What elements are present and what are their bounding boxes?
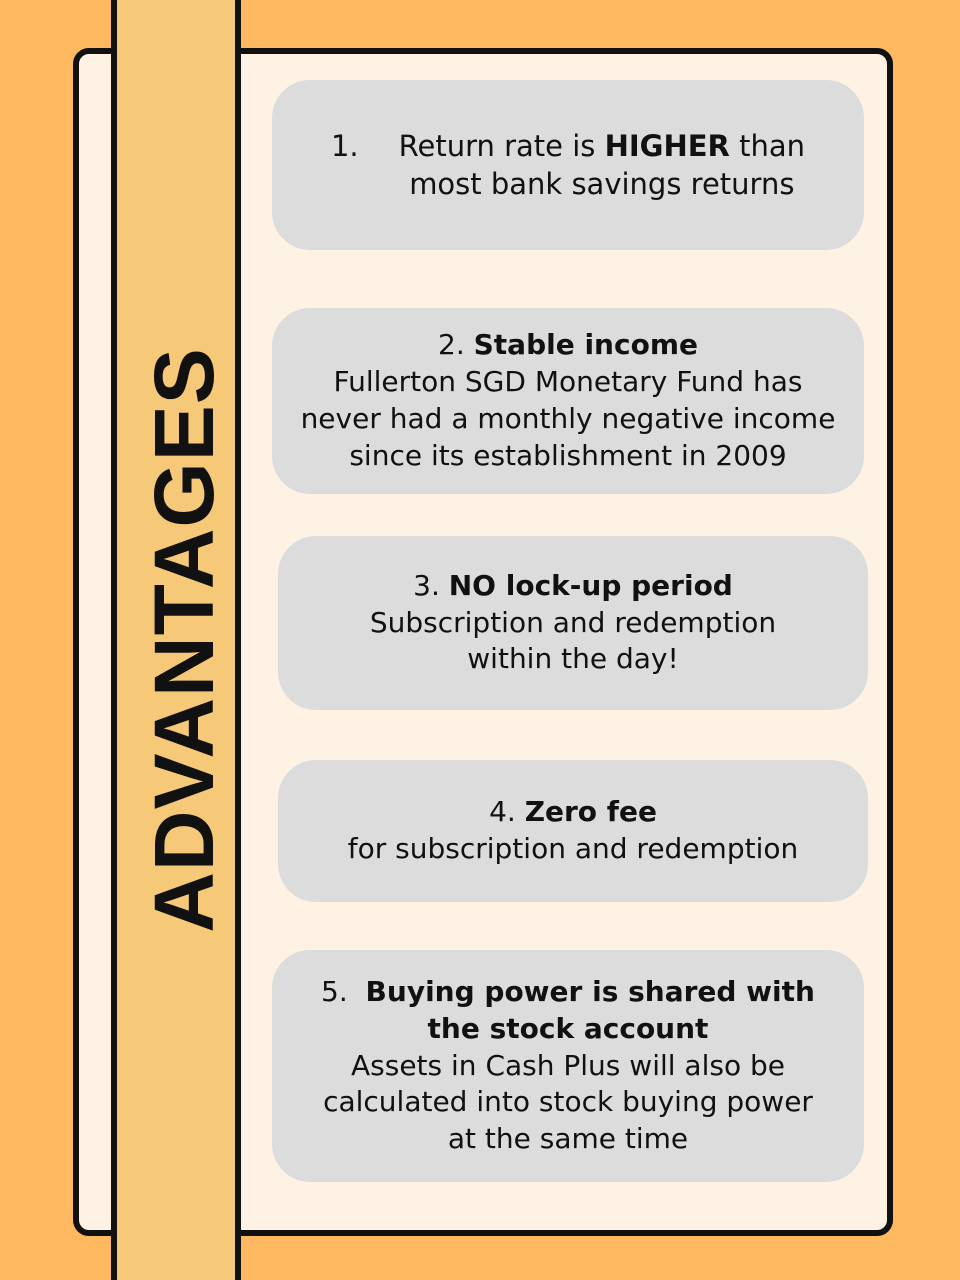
item-body-line: Subscription and redemption <box>369 605 777 639</box>
page-title: ADVANTAGES <box>137 347 231 933</box>
item-number: 1. <box>330 128 359 163</box>
item-line-2: most bank savings returns <box>409 167 795 201</box>
advantage-item-5 <box>272 950 864 1182</box>
item-body-line: never had a monthly negative income <box>300 402 836 435</box>
item-body-line: at the same time <box>447 1122 689 1156</box>
highlight-text: HIGHER <box>604 128 730 163</box>
advantage-item-4 <box>278 760 868 902</box>
item-body-line: Fullerton SGD Monetary Fund has <box>333 365 803 399</box>
item-heading-continued: the stock account <box>427 1011 709 1045</box>
item-number: 3. <box>413 568 440 602</box>
item-heading: NO lock-up period <box>448 568 733 602</box>
item-body-line: calculated into stock buying power <box>323 1085 813 1119</box>
advantage-item-3 <box>278 536 868 710</box>
item-number: 5. <box>321 974 348 1008</box>
advantage-item-1 <box>272 80 864 250</box>
item-heading: Stable income <box>473 328 698 362</box>
item-heading: Buying power is shared with <box>365 974 815 1008</box>
advantage-item-2 <box>272 308 864 494</box>
item-line-1: Return rate is HIGHER than <box>398 128 806 163</box>
item-body-line: since its establishment in 2009 <box>349 438 787 472</box>
item-body-line: for subscription and redemption <box>347 832 799 865</box>
item-body-line: within the day! <box>467 642 679 676</box>
item-number: 4. <box>489 795 516 829</box>
item-body-line: Assets in Cash Plus will also be <box>351 1048 785 1082</box>
item-heading: Zero fee <box>524 795 657 829</box>
item-number: 2. <box>438 328 465 362</box>
